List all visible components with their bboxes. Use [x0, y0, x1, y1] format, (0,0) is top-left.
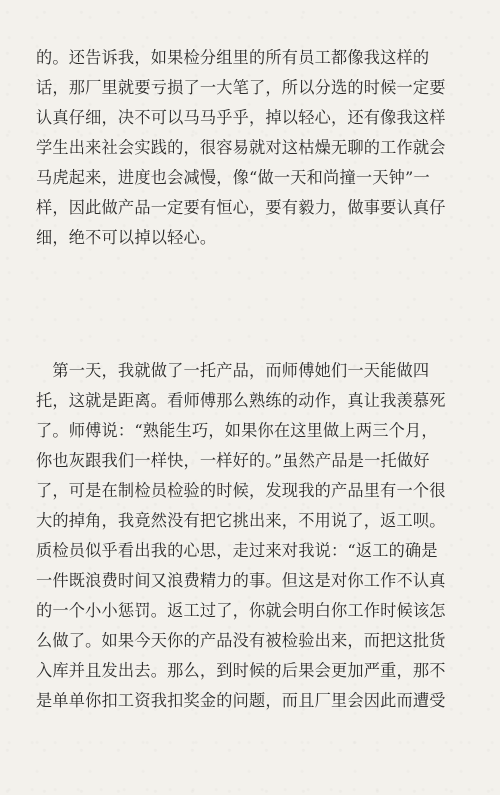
text-line: 一件既浪费时间又浪费精力的事。但这是对你工作不认真 [36, 571, 446, 590]
text-line: 学生出来社会实践的，很容易就对这枯燥无聊的工作就会 [36, 138, 446, 157]
text-line: 大的掉角，我竟然没有把它挑出来，不用说了，返工呗。 [36, 511, 446, 530]
text-line: 的。还告诉我，如果检分组里的所有员工都像我这样的 [36, 48, 430, 67]
text-line: 话，那厂里就要亏损了一大笔了，所以分选的时候一定要 [36, 78, 446, 97]
text-line: 么做了。如果今天你的产品没有被检验出来，而把这批货 [36, 631, 446, 650]
text-line [36, 716, 472, 746]
text-line: 马虎起来，进度也会减慢，像“做一天和尚撞一天钟”一 [36, 168, 430, 187]
text-line: 是单单你扣工资我扣奖金的问题，而且厂里会因此而遭受 [36, 691, 446, 710]
text-line: 了。师傅说：“熟能生巧，如果你在这里做上两三个月， [36, 421, 438, 440]
text-line: 认真仔细，决不可以马马乎乎，掉以轻心，还有像我这样 [36, 108, 446, 127]
text-line: 质检员似乎看出我的心思，走过来对我说：“返工的确是 [36, 541, 438, 560]
text-line: 第一天，我就做了一托产品，而师傅她们一天能做四 [36, 361, 430, 380]
paragraph-1 [36, 43, 472, 253]
text-line: 入库并且发出去。那么，到时候的后果会更加严重，那不 [36, 661, 446, 680]
paragraph-2 [36, 356, 472, 746]
text-line: 托，这就是距离。看师傅那么熟练的动作，真让我羡慕死 [36, 391, 446, 410]
text-line: 细，绝不可以掉以轻心。 [36, 228, 217, 247]
text-line: 的一个小小惩罚。返工过了，你就会明白你工作时候该怎 [36, 601, 446, 620]
text-line: 样，因此做产品一定要有恒心，要有毅力，做事要认真仔 [36, 198, 446, 217]
text-line: 你也灰跟我们一样快，一样好的。”虽然产品是一托做好 [36, 451, 430, 470]
text-line: 了，可是在制检员检验的时候，发现我的产品里有一个很 [36, 481, 446, 500]
